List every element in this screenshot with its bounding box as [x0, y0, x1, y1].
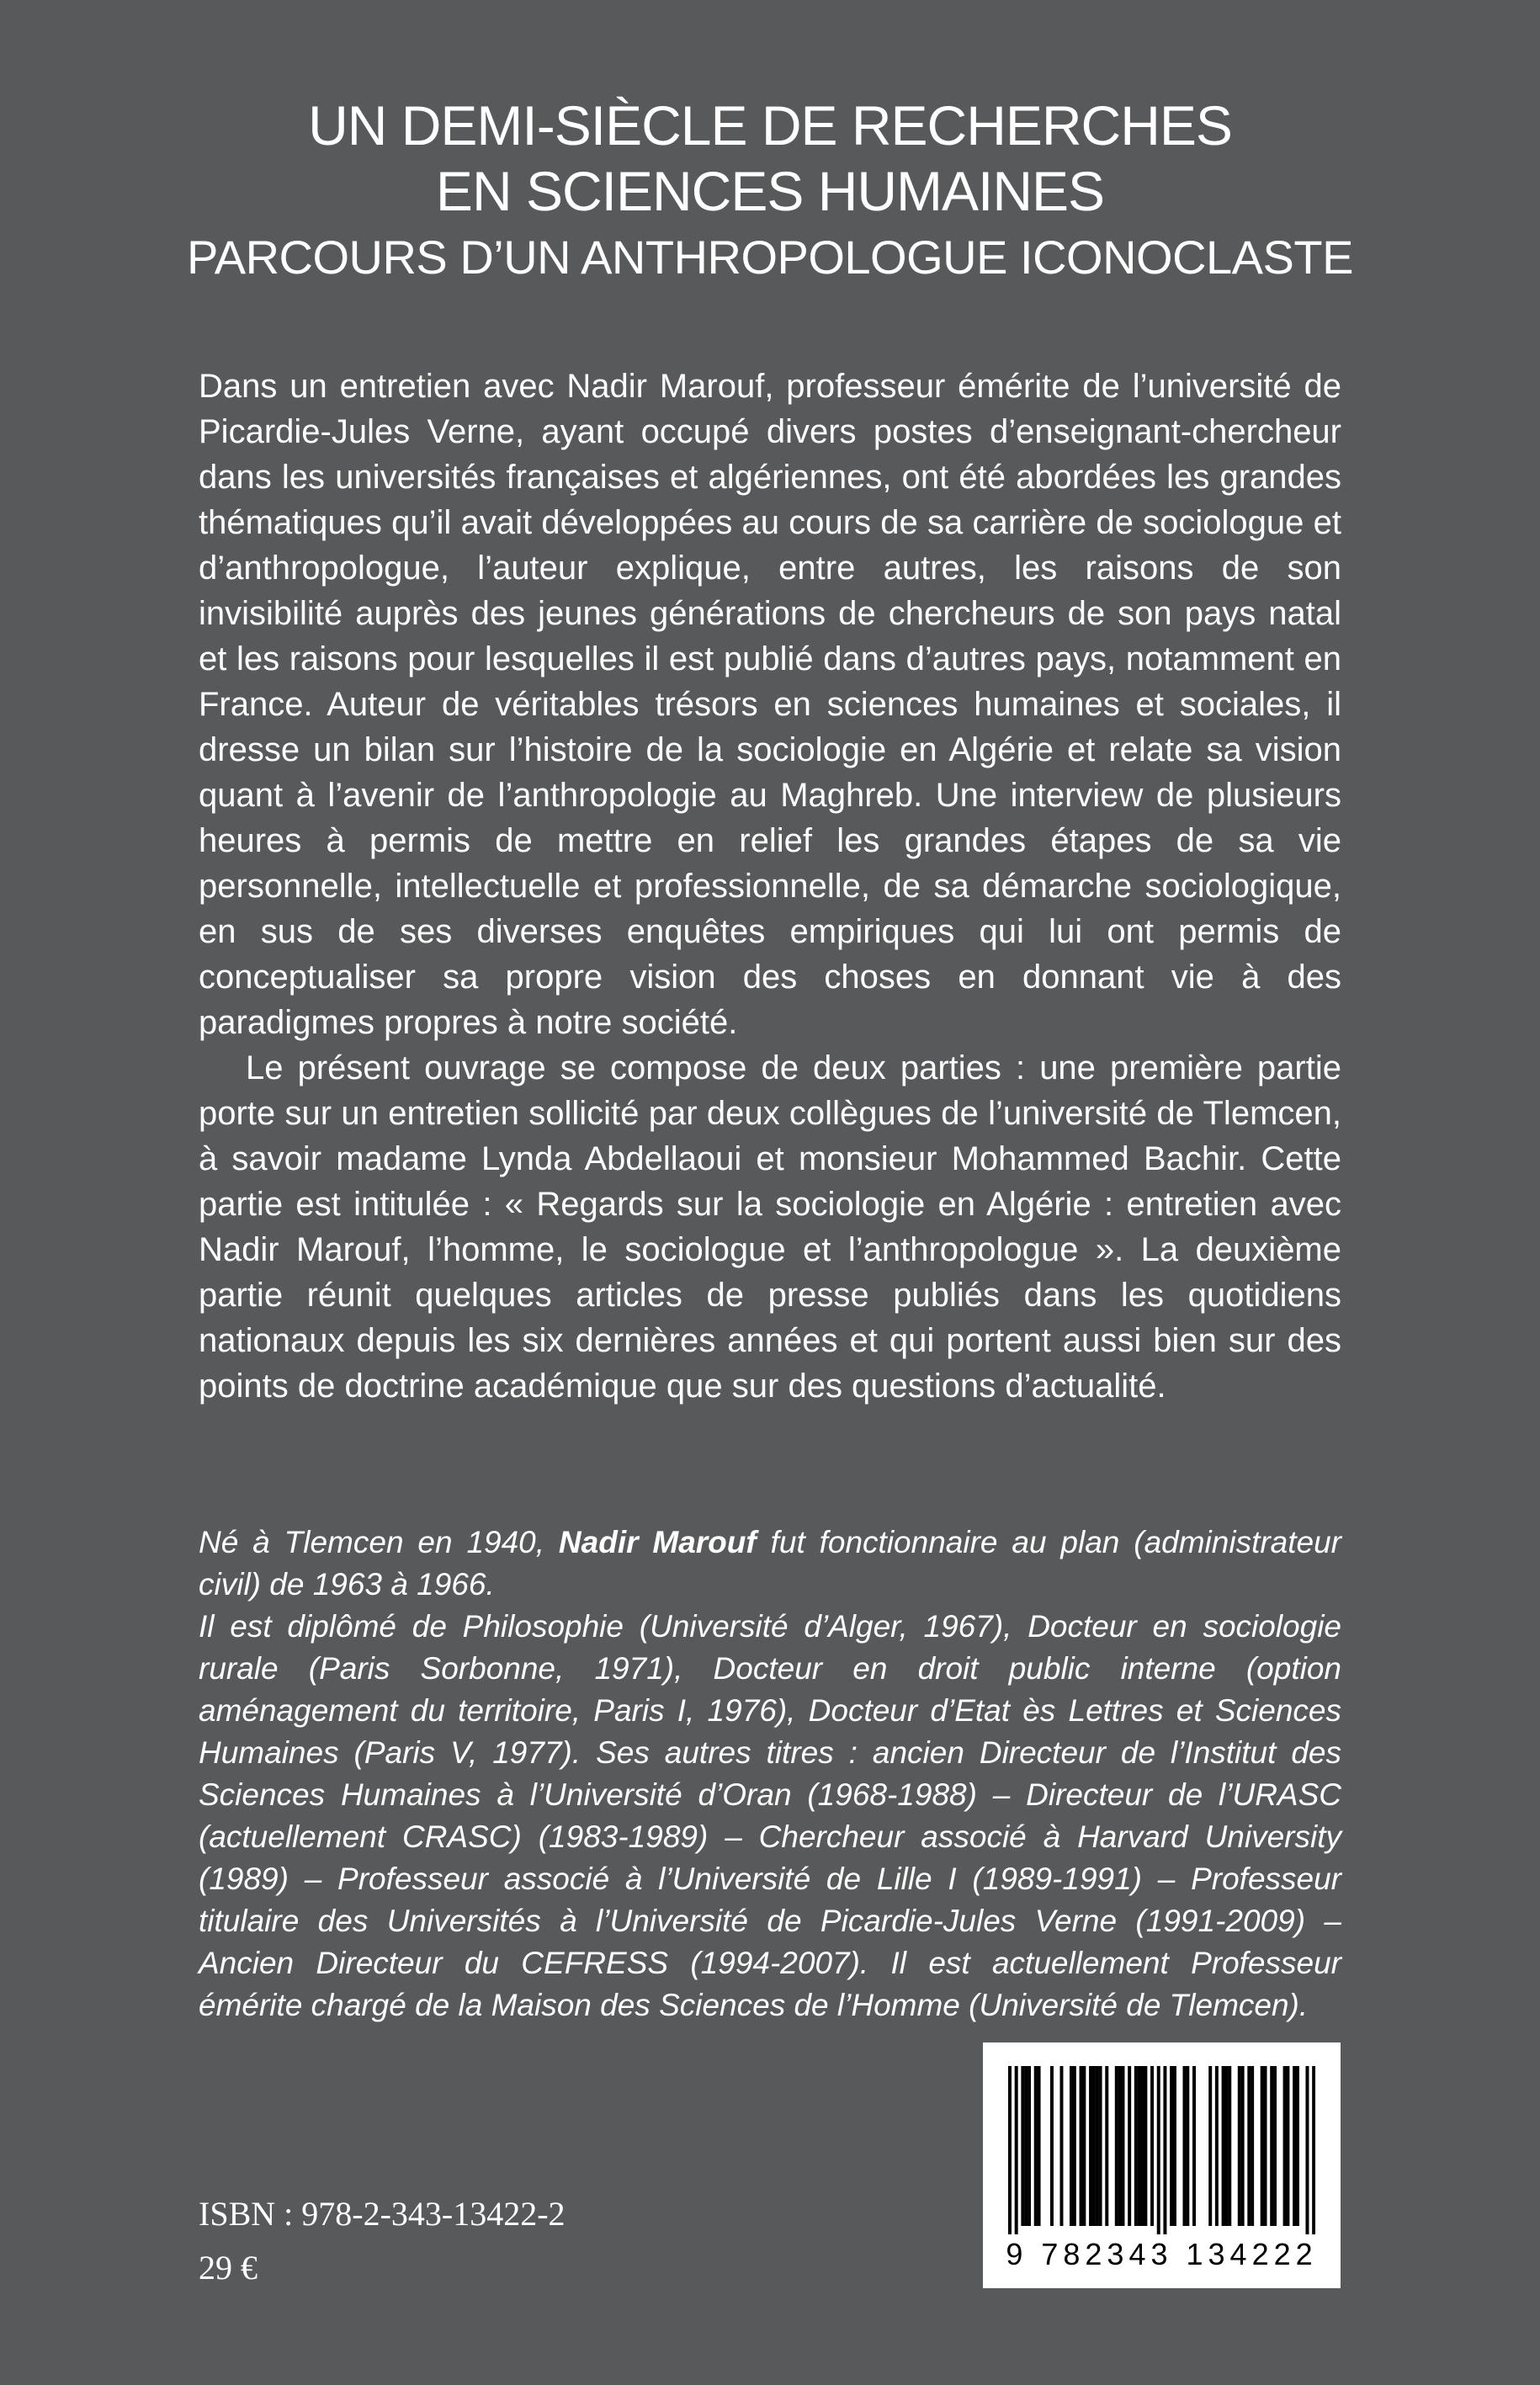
summary-paragraph-2: Le présent ouvrage se compose de deux parties : une première partie porte sur un entretien sollicité par deux collègues de l’université de Tlemcen, à savoir madame Lynda Abdellaoui et monsieur Mohammed Bachir. Cette partie est intitulée : « Regards sur la sociologie en Algérie : entretien avec Nadir Marouf, l’homme, le sociologue et l’anthropologue ». La deuxième partie réunit quelques articles de presse publiés dans les quotidiens nationaux depuis les six dernières années et qui portent aussi bien sur des points de doctrine académique que sur des questions d’actualité. — [199, 1049, 1341, 1405]
barcode-bar — [1144, 2066, 1147, 2226]
barcode-bar — [1073, 2066, 1076, 2226]
barcode-guard-bar — [1015, 2066, 1018, 2234]
barcode-bar — [1224, 2066, 1228, 2226]
price-label: 29 € — [199, 2249, 258, 2287]
bio-paragraph-1 — [199, 1522, 1341, 1606]
barcode-bar — [1228, 2066, 1231, 2226]
barcode-bar — [1215, 2066, 1219, 2226]
barcode-bar — [1247, 2066, 1251, 2226]
barcode-guard-bar — [1157, 2066, 1160, 2234]
barcode-bar — [1141, 2066, 1144, 2226]
barcode-bar — [1099, 2066, 1102, 2226]
book-title-line-2: EN SCIENCES HUMAINES — [435, 160, 1105, 222]
bio-paragraph-2: Il est diplômé de Philosophie (Université d’Alger, 1967), Docteur en sociologie rurale (Paris Sorbonne, 1971), Docteur en droit public interne (option aménagement du territoire, Paris I, 1976), Docteur d’Etat ès Lettres et Sciences Humaines (Paris V, 1977). Ses autres titres : ancien Directeur de l’Institut des Sciences Humaines à l’Université d’Oran (1968-1988) – Directeur de l’URASC (actuellement CRASC) (1983-1989) – Chercheur associé à Harvard University (1989) – Professeur associé à l’Université de Lille I (1989-1991) – Professeur titulaire des Universités à l’Université de Picardie-Jules Verne (1991-2009) – Ancien Directeur du CEFRESS (1994-2007). Il est actuellement Professeur émérite chargé de la Maison des Sciences de l’Homme (Université de Tlemcen). — [199, 1609, 1341, 2022]
barcode-bar — [1070, 2066, 1073, 2226]
author-name: Nadir Marouf — [558, 1525, 757, 1559]
title-block — [0, 93, 1540, 288]
book-title-line-1: UN DEMI-SIÈCLE DE RECHERCHES — [308, 94, 1232, 157]
barcode-bar — [1222, 2066, 1225, 2226]
barcode-bar — [1121, 2066, 1124, 2226]
barcode-bar — [1028, 2066, 1031, 2226]
barcode-guard-bar — [1312, 2066, 1315, 2234]
barcode-bar — [1173, 2066, 1176, 2226]
barcode-image — [1008, 2066, 1315, 2234]
barcode-bar — [1059, 2066, 1063, 2226]
barcode-bar — [1128, 2066, 1131, 2226]
barcode-bar — [1208, 2066, 1212, 2226]
bio-intro-rest: fut fonctionnaire au plan (administrateur civil) de 1963 à 1966. — [199, 1525, 1341, 1602]
barcode-bar — [1150, 2066, 1154, 2226]
barcode-bar — [1270, 2066, 1273, 2226]
barcode-bar — [1118, 2066, 1122, 2226]
barcode-guard-bar — [1163, 2066, 1166, 2234]
barcode-bar — [1089, 2066, 1092, 2226]
barcode-bar — [1296, 2066, 1299, 2226]
barcode-bar — [1238, 2066, 1241, 2226]
barcode-bar — [1082, 2066, 1086, 2226]
barcode-bar — [1105, 2066, 1108, 2226]
isbn-label: ISBN : 978-2-343-13422-2 — [199, 2195, 566, 2233]
book-summary — [199, 364, 1341, 1409]
barcode-guard-bar — [1008, 2066, 1012, 2234]
barcode-bar — [1050, 2066, 1054, 2226]
barcode-bar — [1021, 2066, 1024, 2226]
barcode-bar — [1273, 2066, 1277, 2226]
barcode-bar — [1293, 2066, 1296, 2226]
barcode-bar — [1261, 2066, 1264, 2226]
barcode-box — [983, 2042, 1341, 2288]
barcode-bar — [1024, 2066, 1028, 2226]
barcode-bar — [1192, 2066, 1196, 2226]
barcode-bar — [1138, 2066, 1141, 2226]
barcode-bar — [1034, 2066, 1038, 2226]
barcode-bar — [1092, 2066, 1096, 2226]
bio-intro-text: Né à Tlemcen en 1940, — [199, 1525, 559, 1559]
barcode-bar — [1286, 2066, 1289, 2226]
barcode-bar — [1251, 2066, 1254, 2226]
barcode-guard-bar — [1305, 2066, 1309, 2234]
barcode-bar — [1115, 2066, 1118, 2226]
book-subtitle: PARCOURS D’UN ANTHROPOLOGUE ICONOCLASTE — [187, 231, 1353, 284]
barcode-bar — [1182, 2066, 1186, 2226]
barcode-bar — [1241, 2066, 1245, 2226]
barcode-bar — [1170, 2066, 1173, 2226]
barcode-bar — [1038, 2066, 1041, 2226]
barcode-bar — [1096, 2066, 1099, 2226]
author-bio — [199, 1522, 1341, 2026]
barcode-bar — [1264, 2066, 1267, 2226]
barcode-bar — [1283, 2066, 1287, 2226]
summary-paragraph-1: Dans un entretien avec Nadir Marouf, professeur émérite de l’université de Picardie-Jules Verne, ayant occupé divers postes d’enseignant-chercheur dans les universités françaises et algériennes, ont été abordées les grandes thématiques qu’il avait développées au cours de sa carrière de sociologue et d’anthropologue, l’auteur explique, entre autres, les raisons de son invisibilité auprès des jeunes générations de chercheurs de son pays natal et les raisons pour lesquelles il est publié dans d’autres pays, notamment en France. Auteur de véritables trésors en sciences humaines et sociales, il dresse un bilan sur l’histoire de la sociologie en Algérie et relate sa vision quant à l’avenir de l’anthropologie au Maghreb. Une interview de plusieurs heures à permis de mettre en relief les grandes étapes de sa vie personnelle, intellectuelle et professionnelle, de sa démarche sociologique, en sus de ses diverses enquêtes empiriques qui lui ont permis de conceptualiser sa propre vision des choses en donnant vie à des paradigmes propres à notre société. — [199, 368, 1341, 1041]
barcode-bar — [1134, 2066, 1138, 2226]
barcode-bar — [1186, 2066, 1189, 2226]
barcode-bar — [1080, 2066, 1083, 2226]
barcode-digits: 9 782343 134222 — [1006, 2237, 1318, 2271]
